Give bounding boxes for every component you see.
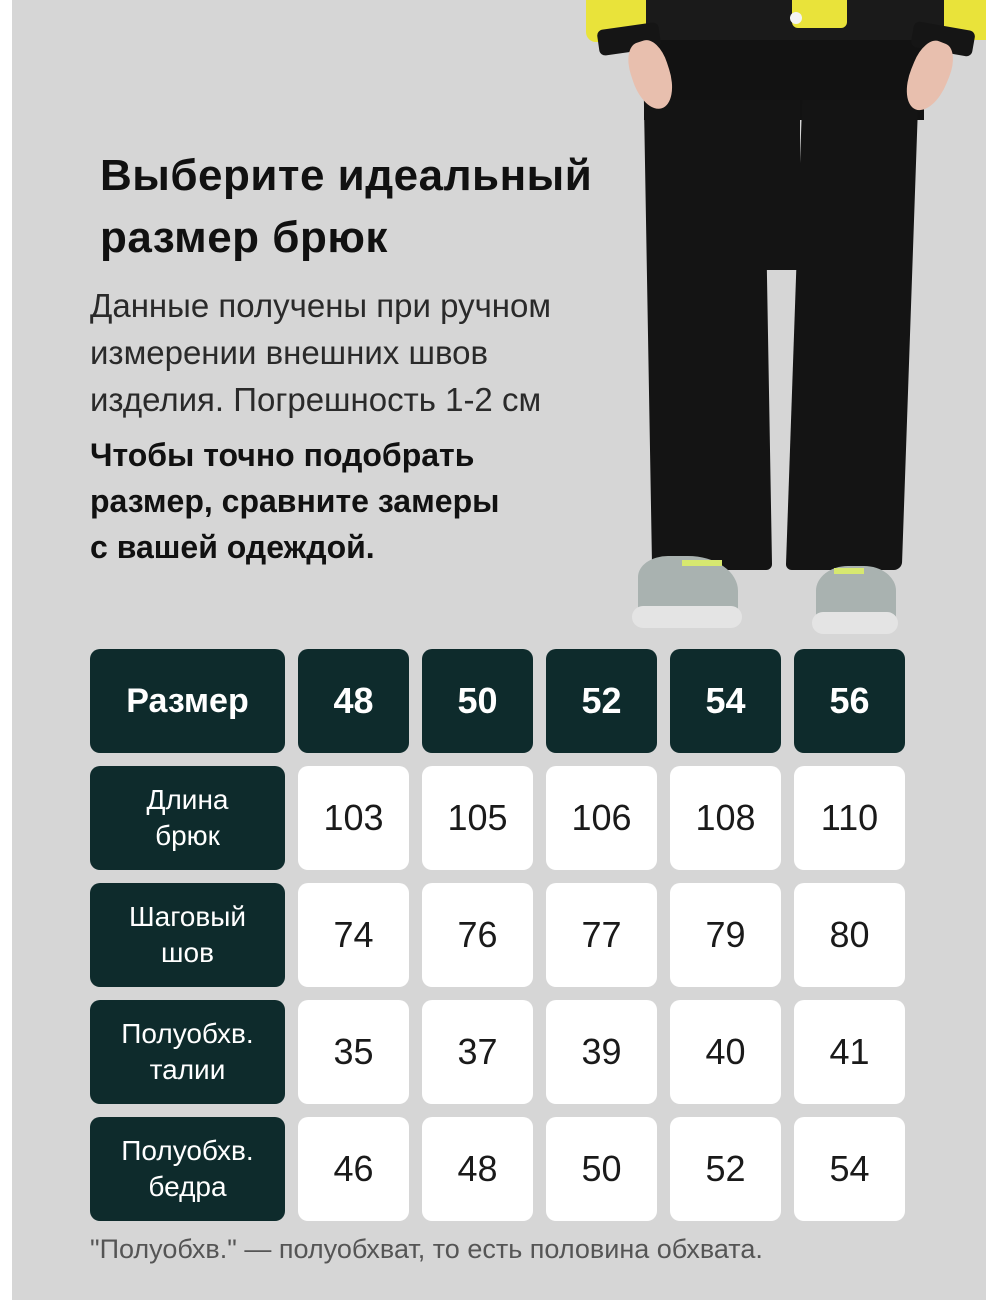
model-photo [572, 0, 986, 640]
value-cell: 37 [422, 1000, 533, 1104]
size-chart-card [12, 0, 986, 1300]
value-cell: 54 [794, 1117, 905, 1221]
value-cell: 77 [546, 883, 657, 987]
measurement-description: Данные получены при ручном измерении внешних швов изделия. Погрешность 1-2 см [90, 287, 552, 418]
value-cell: 35 [298, 1000, 409, 1104]
value-cell: 52 [670, 1117, 781, 1221]
size-header-cell: 56 [794, 649, 905, 753]
value-cell: 41 [794, 1000, 905, 1104]
value-cell: 105 [422, 766, 533, 870]
value-cell: 74 [298, 883, 409, 987]
size-header-cell: 54 [670, 649, 781, 753]
value-cell: 80 [794, 883, 905, 987]
value-cell: 108 [670, 766, 781, 870]
size-header-cell: 48 [298, 649, 409, 753]
value-cell: 40 [670, 1000, 781, 1104]
value-cell: 79 [670, 883, 781, 987]
row-label: Длина брюк [90, 766, 285, 870]
row-label: Полуобхв. бедра [90, 1117, 285, 1221]
size-header-cell: 52 [546, 649, 657, 753]
advice-text: Чтобы точно подобрать размер, сравните замеры с вашей одеждой. [90, 437, 500, 565]
value-cell: 48 [422, 1117, 533, 1221]
value-cell: 103 [298, 766, 409, 870]
value-cell: 106 [546, 766, 657, 870]
size-header-cell: 50 [422, 649, 533, 753]
footnote: "Полуобхв." — полуобхват, то есть половина обхвата. [90, 1234, 763, 1264]
row-label: Шаговый шов [90, 883, 285, 987]
value-cell: 110 [794, 766, 905, 870]
value-cell: 39 [546, 1000, 657, 1104]
value-cell: 76 [422, 883, 533, 987]
size-header-label: Размер [90, 649, 285, 753]
page-title: Выберите идеальный размер брюк [100, 151, 593, 262]
row-label: Полуобхв. талии [90, 1000, 285, 1104]
value-cell: 50 [546, 1117, 657, 1221]
value-cell: 46 [298, 1117, 409, 1221]
